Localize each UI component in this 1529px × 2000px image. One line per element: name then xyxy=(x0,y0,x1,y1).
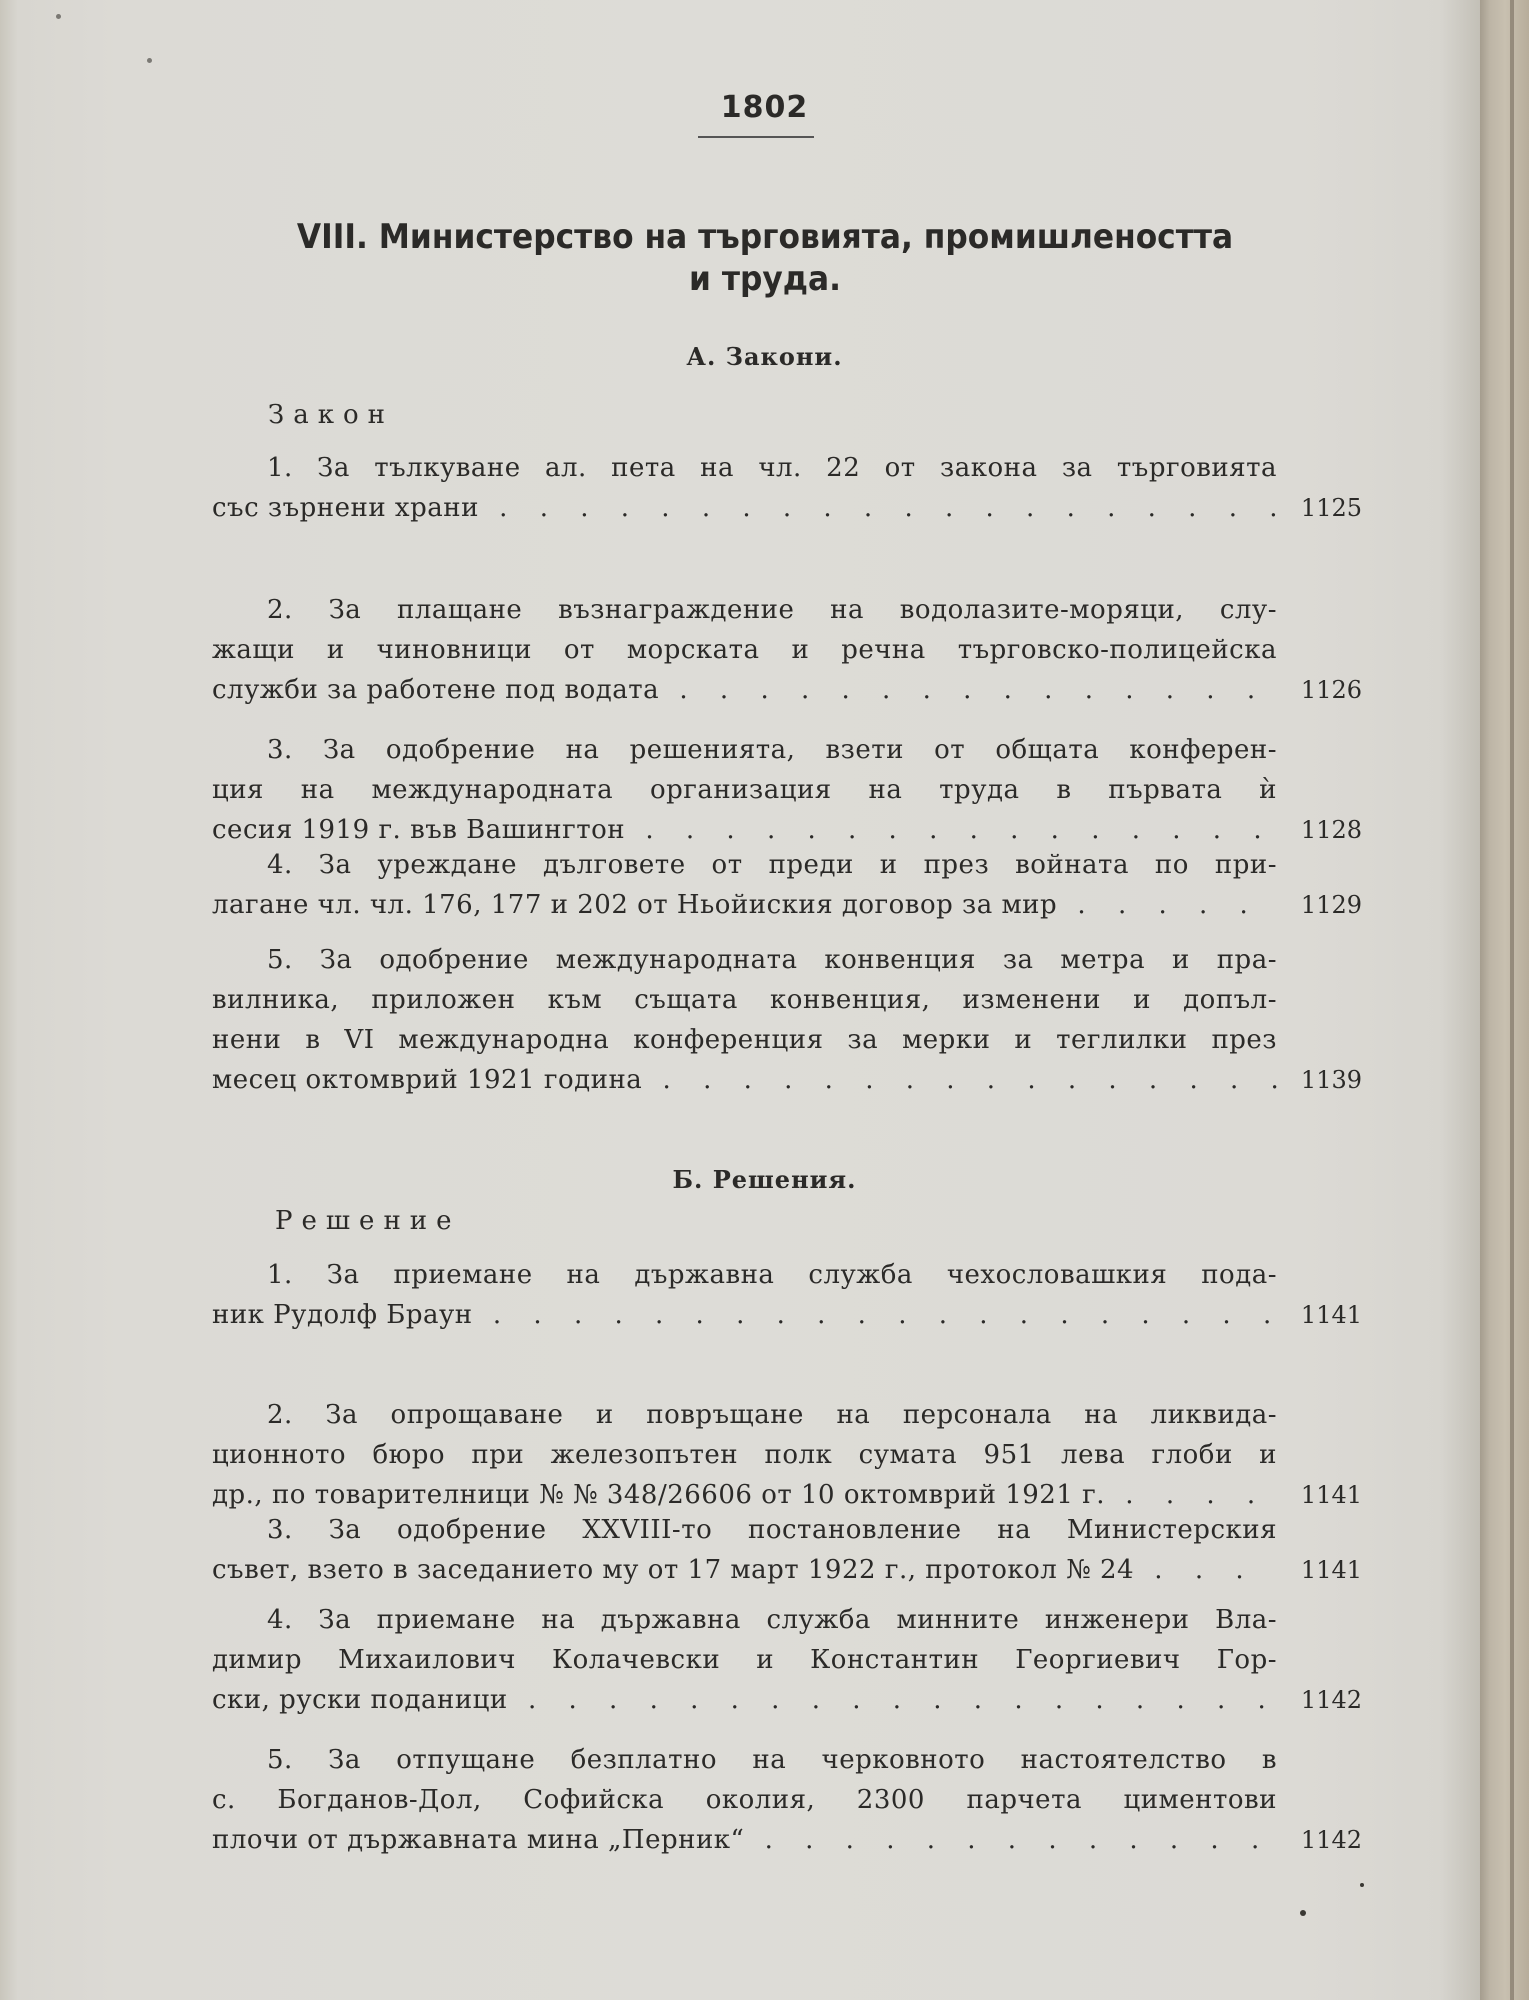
toc-entry-line xyxy=(212,1640,1362,1680)
toc-entry-text: димир Михаилович Колачевски и Константин Георгиевич Гор- xyxy=(212,1645,1277,1675)
toc-page-number: 1142 xyxy=(1300,1826,1362,1854)
toc-entry-text: нени в VI международна конференция за мерки и теглилки през xyxy=(212,1025,1277,1055)
toc-entry-line xyxy=(212,1020,1362,1060)
paper-speck xyxy=(56,14,61,19)
toc-entry-final-text: служби за работене под водата . . . xyxy=(212,670,1277,710)
page-number-rule xyxy=(698,136,814,138)
toc-entry-line xyxy=(212,980,1362,1020)
toc-entry xyxy=(212,1740,1362,1860)
toc-entry-final-text: месец октомврий 1921 година . . . xyxy=(212,1060,1277,1100)
toc-entry-line xyxy=(212,1550,1362,1590)
toc-entry-final-text: лагане чл. чл. 176, 177 и 202 от Ньойиския договор за мир . . . xyxy=(212,885,1277,925)
toc-entry xyxy=(212,448,1362,528)
paper-speck xyxy=(1360,1883,1364,1887)
section-heading-laws: А. Закони. xyxy=(686,342,843,371)
toc-entry-text: с. Богданов-Дол, Софийска околия, 2300 парчета циментови xyxy=(212,1785,1277,1815)
toc-entry xyxy=(212,1510,1362,1590)
toc-entry-line xyxy=(212,885,1362,925)
toc-entry-text: вилника, приложен към същата конвенция, изменени и допъл- xyxy=(212,985,1277,1015)
toc-entry-final-text: съвет, взето в заседанието му от 17 март 1922 г., протокол № 24 . . . xyxy=(212,1550,1277,1590)
toc-entry-text: 5. За отпущане безплатно на черковното настоятелство в xyxy=(267,1745,1277,1775)
toc-entry-line xyxy=(212,670,1362,710)
toc-entry-line xyxy=(212,810,1362,850)
toc-entry-line xyxy=(212,590,1362,630)
chapter-title-line-2: и труда. xyxy=(689,259,841,299)
toc-entry xyxy=(212,730,1362,850)
toc-page-number: 1139 xyxy=(1300,1066,1362,1094)
toc-entry-final-text: сесия 1919 г. във Вашингтон . . . xyxy=(212,810,1277,850)
toc-entry-final-text: ски, руски поданици . . . xyxy=(212,1680,1277,1720)
toc-entry-text: 3. За одобрение XXVIII-то постановление на Министерския xyxy=(267,1515,1277,1545)
toc-entry-text: ционното бюро при железопътен полк сумата 951 лева глоби и xyxy=(212,1440,1277,1470)
subheading-law: Закон xyxy=(268,400,394,430)
chapter-title xyxy=(264,216,1267,300)
toc-entry-line xyxy=(212,770,1362,810)
toc-entry-text: 1. За тълкуване ал. пета на чл. 22 от закона за търговията xyxy=(267,453,1277,483)
paper-speck xyxy=(147,58,152,63)
toc-page-number: 1141 xyxy=(1300,1556,1362,1584)
toc-entry-text: 1. За приемане на държавна служба чехословашкия пода- xyxy=(267,1260,1277,1290)
toc-entry-final-text: плочи от държавната мина „Перник“ . . . xyxy=(212,1820,1277,1860)
toc-entry xyxy=(212,590,1362,710)
section-heading-decisions: Б. Решения. xyxy=(672,1165,857,1194)
toc-entry xyxy=(212,1600,1362,1720)
toc-entry-text: жащи и чиновници от морската и речна търговско-полицейска xyxy=(212,635,1277,665)
toc-page-number: 1129 xyxy=(1300,891,1362,919)
toc-entry-line xyxy=(212,1780,1362,1820)
toc-entry-line xyxy=(212,845,1362,885)
toc-entry-line xyxy=(212,1510,1362,1550)
toc-entry xyxy=(212,1395,1362,1515)
toc-entry-text: 4. За приемане на държавна служба минните инженери Вла- xyxy=(267,1605,1277,1635)
toc-page-number: 1128 xyxy=(1300,816,1362,844)
toc-entry-final-text: ник Рудолф Браун . . . xyxy=(212,1295,1277,1335)
page-edge-stack xyxy=(1480,0,1529,2000)
toc-entry-text: 3. За одобрение на решенията, взети от общата конферен- xyxy=(267,735,1277,765)
toc-entry-text: 2. За плащане възнаграждение на водолазите-моряци, слу- xyxy=(267,595,1277,625)
toc-entry xyxy=(212,940,1362,1100)
toc-entry-line xyxy=(212,488,1362,528)
toc-page-number: 1141 xyxy=(1300,1301,1362,1329)
toc-entry-line xyxy=(212,1820,1362,1860)
toc-page-number: 1142 xyxy=(1300,1686,1362,1714)
toc-entry-text: 5. За одобрение международната конвенция за метра и пра- xyxy=(267,945,1277,975)
paper-speck xyxy=(1300,1910,1306,1916)
toc-entry-line xyxy=(212,1255,1362,1295)
toc-entry-text: ция на международната организация на труда в първата ѝ xyxy=(212,775,1277,805)
toc-page-number: 1126 xyxy=(1300,676,1362,704)
page-number: 1802 xyxy=(720,90,809,125)
toc-entry-final-text: др., по товарителници № № 348/26606 от 10 октомврий 1921 г. . . . xyxy=(212,1475,1277,1515)
toc-entry-text: 4. За уреждане дълговете от преди и през войната по при- xyxy=(267,850,1277,880)
toc-page-number: 1125 xyxy=(1300,494,1362,522)
toc-entry-line xyxy=(212,940,1362,980)
toc-entry xyxy=(212,845,1362,925)
toc-entry-line xyxy=(212,730,1362,770)
toc-page-number: 1141 xyxy=(1300,1481,1362,1509)
chapter-title-line-1: VIII. Министерство на търговията, промишлеността xyxy=(296,217,1234,257)
toc-entry xyxy=(212,1255,1362,1335)
toc-entry-final-text: със зърнени храни . . . xyxy=(212,488,1277,528)
toc-entry-line xyxy=(212,448,1362,488)
toc-entry-line xyxy=(212,1060,1362,1100)
toc-entry-line xyxy=(212,1475,1362,1515)
toc-entry-line xyxy=(212,1295,1362,1335)
toc-entry-line xyxy=(212,1740,1362,1780)
toc-entry-line xyxy=(212,1600,1362,1640)
toc-entry-line xyxy=(212,1680,1362,1720)
toc-entry-line xyxy=(212,630,1362,670)
subheading-decision: Решение xyxy=(275,1206,461,1236)
toc-entry-line xyxy=(212,1395,1362,1435)
toc-entry-line xyxy=(212,1435,1362,1475)
toc-entry-text: 2. За опрощаване и повръщане на персонала на ликвида- xyxy=(267,1400,1277,1430)
